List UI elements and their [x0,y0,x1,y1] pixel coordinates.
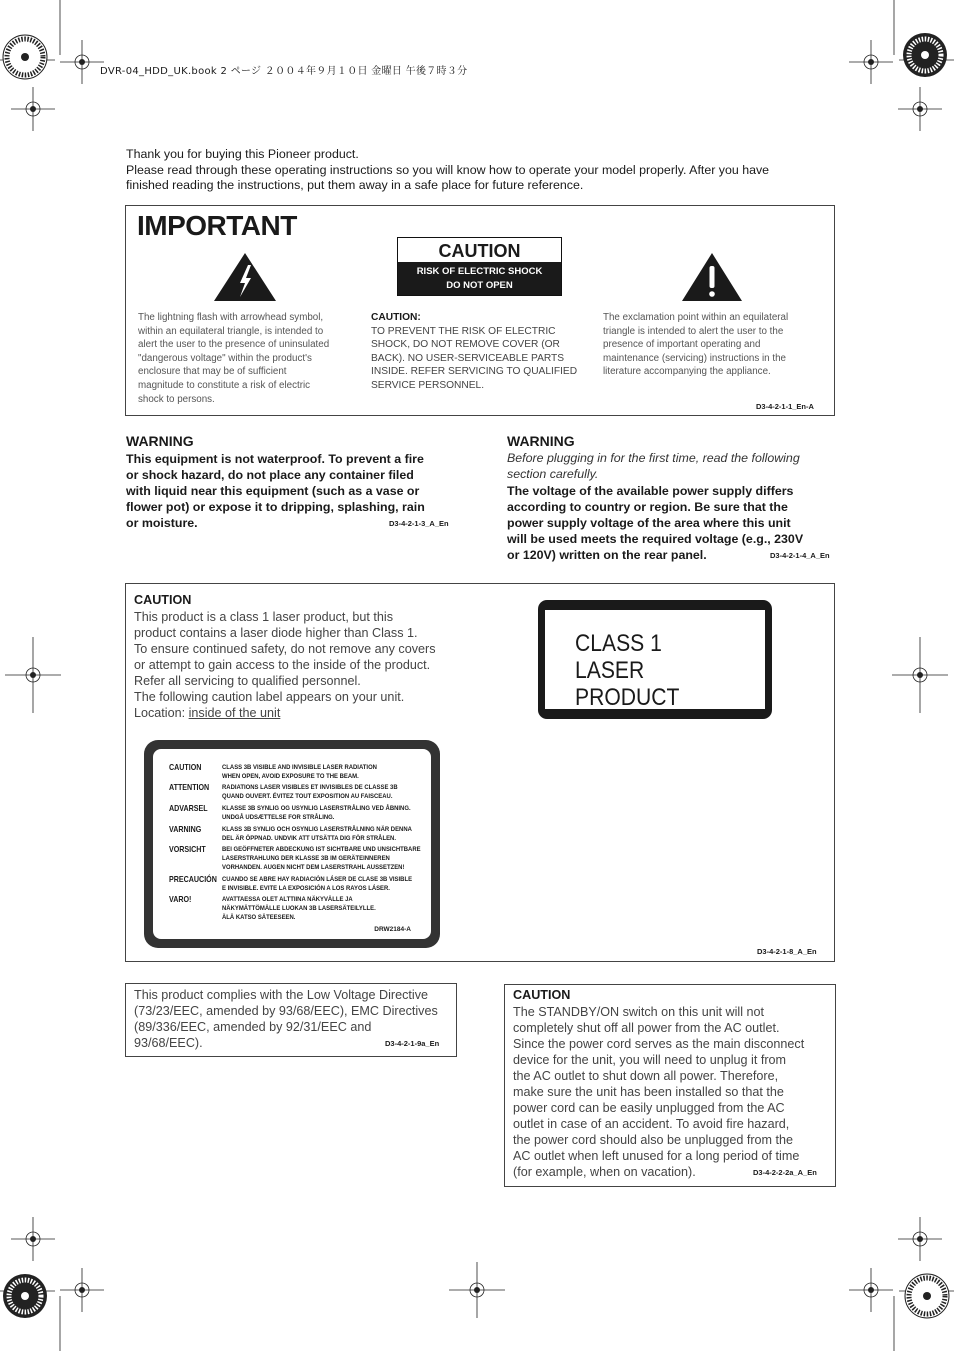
intro-text: Thank you for buying this Pioneer product. Please read through these operating instructions so you will know how to operate your model properly. After you have finished reading the instructions, put them away in a safe place for future reference. [126,147,770,192]
warning-right-italic: Before plugging in for the first time, read the following section carefully. [507,451,800,481]
important-title: IMPORTANT [137,210,297,241]
warning-left-title: WARNING [126,433,194,449]
exclamation-description: The exclamation point within an equilateral triangle is intended to alert the user to the presence of important operating and maintenance (servicing) instructions in the literature accompanying the appliance. [603,312,789,378]
directive-text: This product complies with the Low Voltage Directive (73/23/EEC, amended by 93/68/EEC), EMC Directives (89/336/EEC, amended by 92/31/EEC and 93/68/EEC). [134,988,438,1050]
lightning-triangle-icon [213,252,277,302]
caution-description: CAUTION: TO PREVENT THE RISK OF ELECTRIC SHOCK, DO NOT REMOVE COVER (OR BACK). NO USER-SERVICEABLE PARTS INSIDE. REFER SERVICING TO QUALIFIED SERVICE PERSONNEL. [371,312,578,391]
important-code: D3-4-2-1-1_En-A [756,402,814,411]
label-code: DRW2184-A [374,926,411,933]
standby-text: The STANDBY/ON switch on this unit will not completely shut off all power from the AC outlet. Since the power cord serves as the main disconnect device for the unit, you will need to unplug it from the AC outlet to shut down all power. Therefore, make sure the unit has been installed so that the power cord can be easily unplugged from the AC outlet in case of an accident. To avoid fire hazard, the power cord should also be unplugged from the AC outlet when left unused for a long period of time (for example, when on vacation). [513,1005,805,1179]
laser-caution-text: This product is a class 1 laser product, but this product contains a laser diode higher than Class 1. To ensure continued safety, do not remove any covers or attempt to gain access to the inside of the product. Refer all servicing to qualified personnel. The following caution label appears on your unit. Location: inside of the unit [134,610,436,720]
standby-code: D3-4-2-2-2a_A_En [753,1168,817,1177]
file-header: DVR-04_HDD_UK.book 2 ページ ２００４年９月１０日 金曜日 午後７時３分 [100,66,468,77]
caution-shock-label: CAUTION RISK OF ELECTRIC SHOCK DO NOT OPEN [397,237,562,296]
warning-left-code: D3-4-2-1-3_A_En [389,519,449,528]
warning-right-code: D3-4-2-1-4_A_En [770,551,830,560]
warning-right-text: The voltage of the available power supply differs according to country or region. Be sure that the power supply voltage of the area where this unit will be used meets the required voltage (e.g., 230V or 120V) written on the rear panel. [507,484,804,562]
exclamation-triangle-icon [681,252,743,302]
class1-laser-label: CLASS 1 LASER PRODUCT [538,600,772,719]
location-value: inside of the unit [188,706,281,720]
directive-code: D3-4-2-1-9a_En [385,1039,440,1048]
warning-left-text: This equipment is not waterproof. To prevent a fire or shock hazard, do not place any container filed with liquid near this equipment (such as a vase or flower pot) or expose it to dripping, splashing, rain or moisture. [126,452,425,530]
laser-code: D3-4-2-1-8_A_En [757,947,817,956]
laser-warning-label: CAUTION CLASS 3B VISIBLE AND INVISIBLE LASER RADIATION WHEN OPEN, AVOID EXPOSURE TO THE BEAM. ATTENTION RADIATIONS LASER VISIBLES ET INVISIBLES DE CLASSE 3B QUAND OUVERT. ÉVITEZ TOUT EXPOSITION AU FAISCEAU. ADVARSEL KLASSE 3B SYNLIG OG USYNLIG LASERSTRÅLING VED ÅBNING. UNDGÅ UDSÆTTELSE FOR STRÅLING. VARNING KLASS 3B SYNLIG OCH OSYNLIG LASERSTRÅLNING NÄR DENNA DEL ÄR ÖPPNAD. UNDVIK ATT UTSÄTTA DIG FÖR STRÅLEN. VORSICHT BEI GEÖFFNETER ABDECKUNG IST SICHTBARE UND UNSICHTBARE LASERSTRAHLUNG DER KLASSE 3B IM GERÄTEINNEREN VORHANDEN. AUGEN NICHT DEM LASERSTRAHL AUSSETZEN! PRECAUCIÓN CUANDO SE ABRE HAY RADIACIÓN LÁSER DE CLASE 3B VISIBLE E INVISIBLE. EVITE LA EXPOSICIÓN A LOS RAYOS LÁSER. VARO! AVATTAESSA OLET ALTTIINA NÄKYVÄLLE JA NÄKYMÄTTÖMÄLLE LUOKAN 3B LASERSÄTEILYLLE. ÄLÄ KATSO SÄTEESEEN. DRW2184-A [144,740,440,948]
standby-title: CAUTION [513,988,571,1002]
warning-right-title: WARNING [507,433,575,449]
laser-caution-title: CAUTION [134,593,192,607]
lightning-description: The lightning flash with arrowhead symbol, within an equilateral triangle, is intended to alert the user to the presence of uninsulated "dangerous voltage" within the product's enclosure that may be of sufficient magnitude to constitute a risk of electric shock to persons. [138,312,330,405]
